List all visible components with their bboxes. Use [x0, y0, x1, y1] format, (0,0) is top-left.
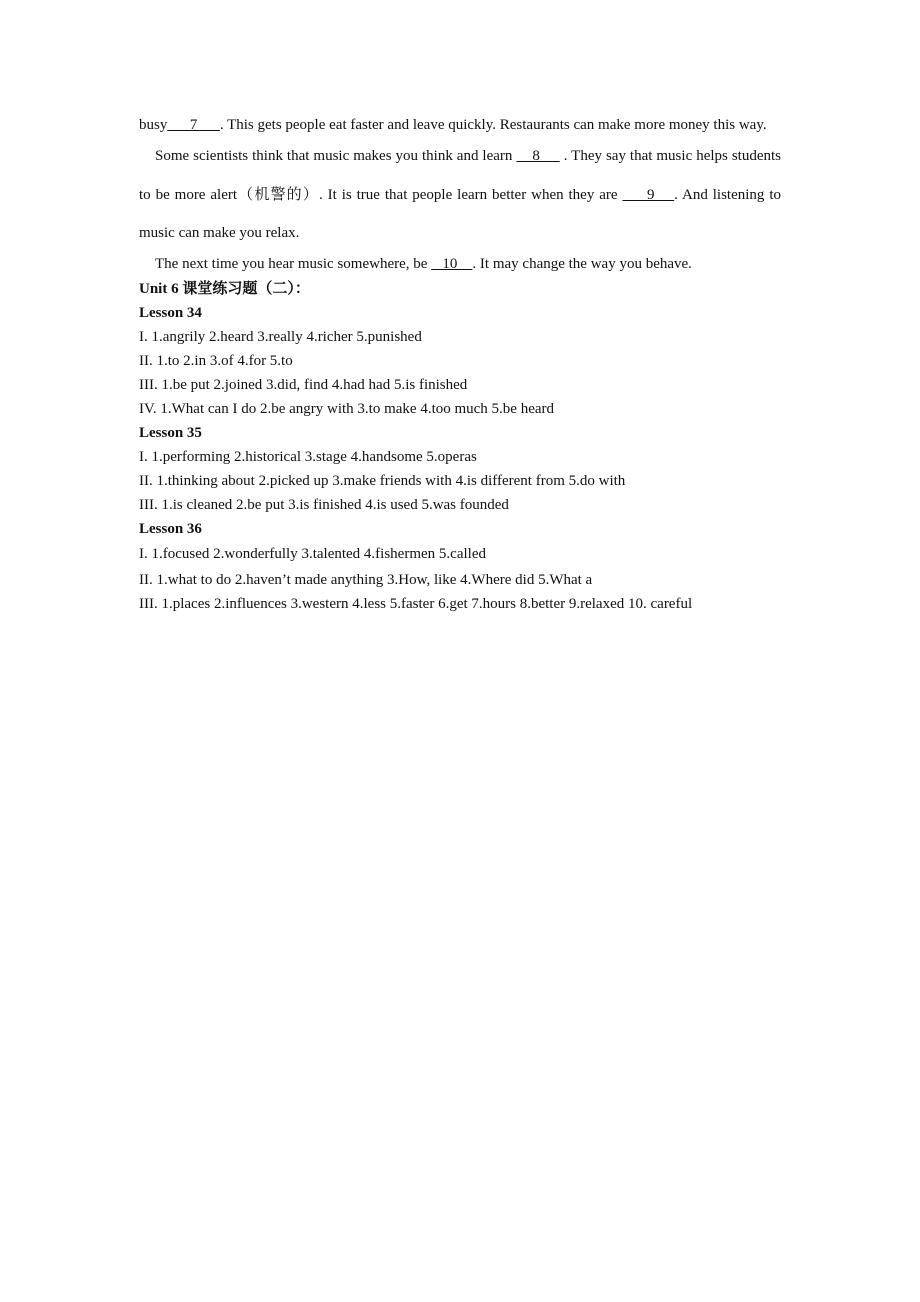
lesson-heading: Lesson 35	[139, 425, 202, 441]
lesson-heading: Lesson 34	[139, 305, 202, 321]
answer-line: I. 1.angrily 2.heard 3.really 4.richer 5.punished	[139, 329, 422, 345]
answer-line: II. 1.what to do 2.haven’t made anything 3.How, like 4.Where did 5.What a	[139, 572, 593, 588]
lesson-heading: Lesson 36	[139, 521, 202, 537]
blank-7: 7	[167, 117, 220, 133]
passage-paragraph-1	[139, 113, 781, 137]
document-content	[139, 113, 781, 616]
passage-paragraph-2	[139, 137, 781, 252]
answer-line: II. 1.thinking about 2.picked up 3.make friends with 4.is different from 5.do with	[139, 473, 626, 489]
blank-9: 9	[622, 187, 675, 203]
p2-text-mid: . They say that music helps students to be more alert（	[139, 148, 782, 203]
answers-title-cjk: 课堂练习题（二）：	[182, 279, 310, 297]
p1-text-post: . This gets people eat faster and leave quickly. Restaurants can make more money this way.	[219, 117, 767, 133]
answers-title	[139, 276, 781, 301]
answer-line: III. 1.is cleaned 2.be put 3.is finished 4.is used 5.was founded	[139, 497, 509, 513]
answer-line: I. 1.performing 2.historical 3.stage 4.handsome 5.operas	[139, 449, 477, 465]
p1-text-pre: busy	[139, 117, 168, 133]
p2-text-pre: Some scientists think that music makes you think and learn	[155, 148, 517, 164]
answers-title-en: Unit 6	[139, 281, 183, 297]
p3-text-pre: The next time you hear music somewhere, be	[155, 256, 432, 272]
p3-text-post: . It may change the way you behave.	[472, 256, 692, 272]
blank-10: 10	[431, 256, 473, 272]
p2-text-cjk: 机警的	[254, 185, 303, 203]
answer-line: III. 1.places 2.influences 3.western 4.less 5.faster 6.get 7.hours 8.better 9.relaxed 10. careful	[139, 596, 693, 612]
answer-line: IV. 1.What can I do 2.be angry with 3.to make 4.too much 5.be heard	[139, 401, 555, 417]
p2-text-post: . And listening to music can make you relax.	[139, 187, 781, 241]
p2-text-mid2: ）. It is true that people learn better when they are	[302, 187, 623, 203]
passage-paragraph-3	[139, 252, 781, 276]
answer-line: II. 1.to 2.in 3.of 4.for 5.to	[139, 353, 293, 369]
blank-8: 8	[516, 148, 560, 164]
answer-line: III. 1.be put 2.joined 3.did, find 4.had had 5.is finished	[139, 377, 468, 393]
answer-line: I. 1.focused 2.wonderfully 3.talented 4.fishermen 5.called	[139, 546, 486, 562]
